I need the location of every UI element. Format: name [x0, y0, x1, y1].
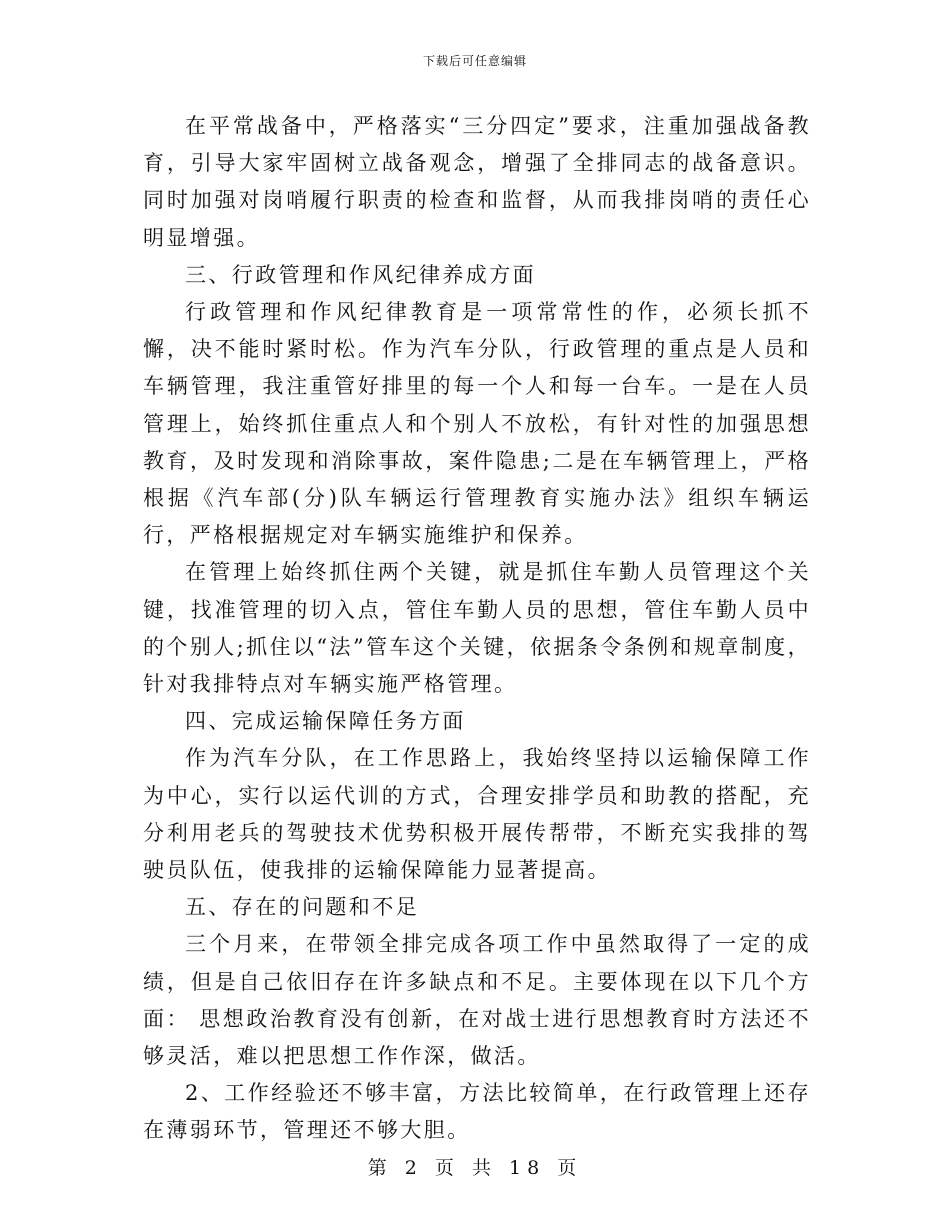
paragraph-two-keys: 在管理上始终抓住两个关键，就是抓住车勤人员管理这个关键，找准管理的切入点，管住车勤人员的思想，管住车勤人员中的个别人;抓住以“法”管车这个关键，依据条令条例和规章制度，针对我排特点对车辆实施严格管理。 — [143, 560, 811, 697]
paragraph-readiness: 在平常战备中，严格落实“三分四定”要求，注重加强战备教育，引导大家牢固树立战备观念，增强了全排同志的战备意识。同时加强对岗哨履行职责的检查和监督，从而我排岗哨的责任心明显增强。 — [143, 114, 811, 250]
section-heading-3: 三、行政管理和作风纪律养成方面 — [185, 262, 536, 287]
section-heading-4: 四、完成运输保障任务方面 — [185, 709, 466, 734]
document-body — [143, 108, 811, 1150]
page-number-footer: 第 2 页 共 18 页 — [367, 1157, 583, 1179]
header-note: 下载后可任意编辑 — [422, 54, 527, 68]
section-heading-5: 五、存在的问题和不足 — [185, 895, 419, 920]
paragraph-experience: 2、工作经验还不够丰富，方法比较简单，在行政管理上还存在薄弱环节，管理还不够大胆。 — [143, 1081, 811, 1143]
paragraph-transport: 作为汽车分队，在工作思路上，我始终坚持以运输保障工作为中心，实行以运代训的方式，合理安排学员和助教的搭配，充分利用老兵的驾驶技术优势积极开展传帮带，不断充实我排的驾驶员队伍，使我排的运输保障能力显著提高。 — [143, 746, 811, 883]
paragraph-admin-management: 行政管理和作风纪律教育是一项常常性的作，必须长抓不懈，决不能时紧时松。作为汽车分队，行政管理的重点是人员和车辆管理，我注重管好排里的每一个人和每一台车。一是在人员管理上，始终抓住重点人和个别人不放松，有针对性的加强思想教育，及时发现和消除事故，案件隐患;二是在车辆管理上，严格根据《汽车部(分)队车辆运行管理教育实施办法》组织车辆运行，严格根据规定对车辆实施维护和保养。 — [143, 300, 811, 548]
paragraph-problems: 三个月来，在带领全排完成各项工作中虽然取得了一定的成绩，但是自己依旧存在许多缺点和不足。主要体现在以下几个方面： 思想政治教育没有创新，在对战士进行思想教育时方法还不够灵活，难以把思想工作作深，做活。 — [143, 932, 811, 1069]
